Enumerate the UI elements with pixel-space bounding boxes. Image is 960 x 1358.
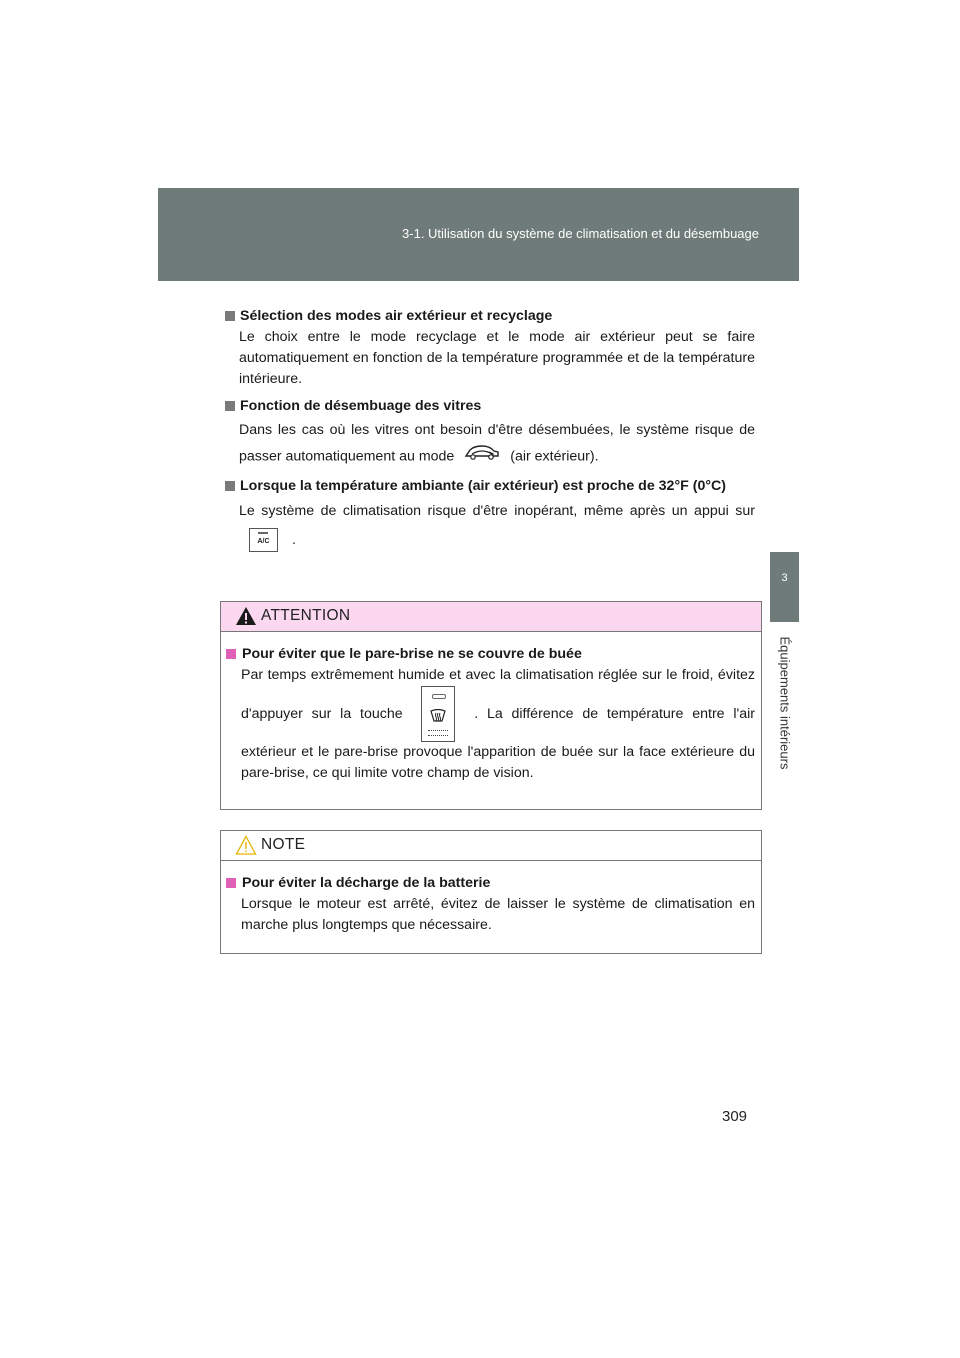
- main-content: [225, 306, 755, 561]
- caution-triangle-icon: [235, 835, 257, 860]
- chapter-number: 3: [781, 572, 788, 584]
- bullet-icon: [225, 401, 235, 411]
- bullet-icon: [226, 649, 236, 659]
- page-number: 309: [722, 1108, 748, 1125]
- note-label: NOTE: [261, 836, 306, 853]
- outside-air-icon: [464, 443, 500, 470]
- bullet-icon: [225, 311, 235, 321]
- note-box: [220, 830, 762, 954]
- chapter-side-tab: [770, 552, 799, 622]
- warning-triangle-icon: [235, 606, 257, 631]
- chapter-title: 3-1. Utilisation du système de climatisation et du désembuage: [402, 226, 759, 241]
- item-title: Sélection des modes air extérieur et recyclage: [240, 308, 553, 324]
- ac-button-label: A/C: [257, 538, 270, 546]
- item-title: Lorsque la température ambiante (air extérieur) est proche de 32°F (0°C): [240, 478, 726, 494]
- attention-label: ATTENTION: [261, 607, 351, 624]
- bullet-icon: [225, 481, 235, 491]
- item-body-end: (air extérieur).: [510, 448, 599, 465]
- chapter-side-label-text: Équipements intérieurs: [777, 636, 793, 770]
- chapter-header: [158, 188, 799, 281]
- item-recirculation: [225, 306, 755, 390]
- item-cold-temp: [225, 476, 755, 555]
- chapter-side-label: [776, 628, 794, 778]
- ac-button-icon: [249, 528, 278, 552]
- item-body-end: .: [291, 532, 296, 548]
- item-defog: [225, 396, 755, 470]
- item-title: Fonction de désembuage des vitres: [240, 398, 482, 414]
- note-title: Pour éviter la décharge de la batterie: [242, 875, 491, 891]
- item-body: Le choix entre le mode recyclage et le mode air extérieur peut se faire automatiquement en fonction de la température programmée et de la température intérieure.: [239, 329, 755, 387]
- attention-header: [221, 602, 761, 632]
- item-body: Le système de climatisation risque d'être inopérant, même après un appui sur: [239, 503, 755, 519]
- attention-body: Par temps extrêmement humide et avec la climatisation réglée sur le froid, évitez d'appuyer sur la touche: [241, 667, 755, 722]
- bullet-icon: [226, 878, 236, 888]
- attention-box: [220, 601, 762, 810]
- attention-body-end: . La différence de température entre l'air extérieur et le pare-brise provoque l'apparition de buée sur la face extérieure du pare-brise, ce qui limite votre champ de vision.: [241, 705, 755, 781]
- windshield-defog-icon: [421, 686, 455, 742]
- note-header: [221, 831, 761, 861]
- note-body: Lorsque le moteur est arrêté, évitez de laisser le système de climatisation en marche plus longtemps que nécessaire.: [241, 896, 755, 933]
- attention-title: Pour éviter que le pare-brise ne se couvre de buée: [242, 646, 582, 662]
- item-body: Dans les cas où les vitres ont besoin d'être désembuées, le système risque de passer automatiquement au mode: [239, 422, 755, 465]
